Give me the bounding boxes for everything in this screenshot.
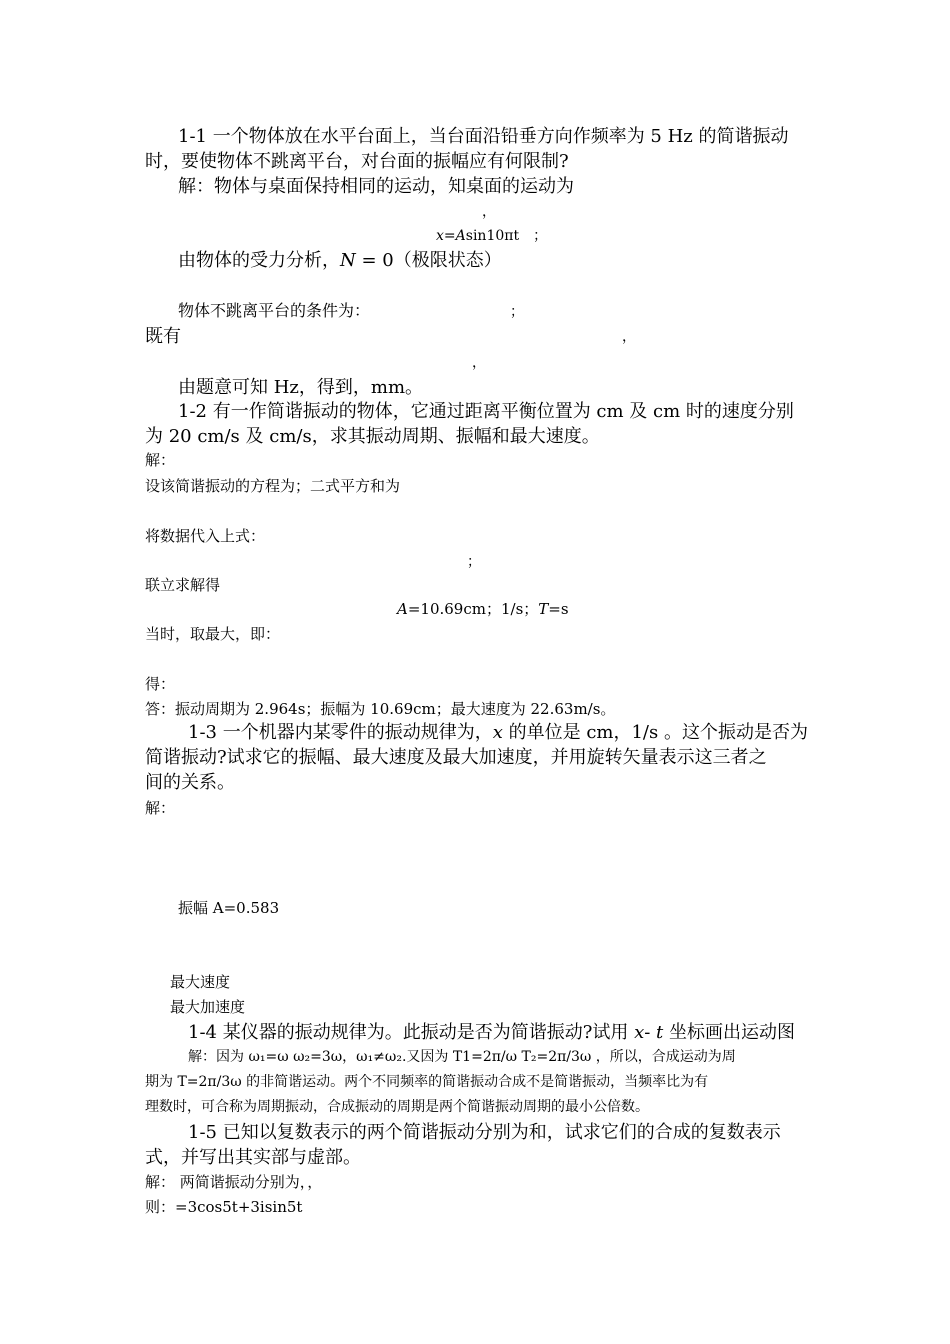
p1-2-result xyxy=(397,602,569,617)
p1-1-comma: ， xyxy=(482,204,496,220)
p1-1-condition: 物体不跳离平台的条件为： xyxy=(178,301,371,320)
equals-sign: = xyxy=(443,228,456,244)
var-x: x xyxy=(634,1022,645,1043)
p1-3-max-velocity: 最大速度 xyxy=(170,973,231,991)
q-text-b: 坐标画出运动图 xyxy=(663,1022,796,1043)
p1-3-question-line1 xyxy=(188,724,808,742)
p1-2-solution-label: 解： xyxy=(145,451,176,469)
p1-1-motion-equation xyxy=(436,229,547,243)
force-text: 由物体的受力分析， xyxy=(178,250,340,271)
p1-2-substitute: 将数据代入上式： xyxy=(145,527,266,545)
p1-1-question-line1: 1-1 一个物体放在水平台面上，当台面沿铅垂方向作频率为 5 Hz 的简谐振动 xyxy=(178,126,789,147)
p1-1-comma-b: ， xyxy=(472,355,486,371)
var-A: A xyxy=(455,228,466,244)
p1-2-de: 得： xyxy=(145,675,176,693)
p1-1-jiyou: 既有 xyxy=(145,326,181,347)
var-N: N xyxy=(340,250,356,271)
q-text-a: 1-3 一个机器内某零件的振动规律为， xyxy=(188,722,493,743)
p1-1-jiyou-comma: ， xyxy=(622,329,636,345)
p1-3-question-line2: 简谐振动?试求它的振幅、最大速度及最大加速度，并用旋转矢量表示这三者之 xyxy=(145,747,767,768)
semicolon: ； xyxy=(533,228,548,244)
p1-5-then: 则：=3cos5t+3isin5t xyxy=(145,1198,303,1216)
result-period: =s xyxy=(548,600,569,618)
p1-1-question-line2: 时，要使物体不跳离平台，对台面的振幅应有何限制? xyxy=(145,151,569,172)
p1-4-solution-line1: 解：因为 ω₁=ω ω₂=3ω，ω₁≠ω₂.又因为 T1=2π/ω T₂=2π/3ω ，所以，合成运动为周 xyxy=(188,1049,736,1065)
p1-3-question-line3: 间的关系。 xyxy=(145,772,235,793)
var-A: A xyxy=(397,600,408,618)
q-dash: - xyxy=(644,1022,657,1043)
p1-2-question-line1: 1-2 有一作简谐振动的物体，它通过距离平衡位置为 cm 及 cm 时的速度分别 xyxy=(178,401,794,422)
p1-5-question-line2: 式，并写出其实部与虚部。 xyxy=(145,1147,361,1168)
p1-2-solve: 联立求解得 xyxy=(145,576,221,594)
var-T: T xyxy=(538,600,549,618)
result-values: =10.69cm；1/s； xyxy=(407,600,539,618)
p1-4-solution-line2: 期为 T=2π/3ω 的非简谐运动。两个不同频率的简谐振动合成不是简谐振动，当频率比为有 xyxy=(145,1074,709,1090)
sin-term: sin10πt xyxy=(465,228,520,244)
p1-3-solution-label: 解： xyxy=(145,799,176,817)
var-x: x xyxy=(492,722,503,743)
p1-2-when-max: 当时，取最大，即： xyxy=(145,625,281,643)
var-x: x xyxy=(436,228,444,244)
p1-1-solution-intro: 解：物体与桌面保持相同的运动，知桌面的运动为 xyxy=(178,176,574,197)
p1-2-semicolon: ； xyxy=(467,554,481,570)
q-text-a: 1-4 某仪器的振动规律为。此振动是否为简谐振动?试用 xyxy=(188,1022,635,1043)
p1-3-max-acceleration: 最大加速度 xyxy=(170,998,246,1016)
p1-2-question-line2: 为 20 cm/s 及 cm/s，求其振动周期、振幅和最大速度。 xyxy=(145,426,600,447)
p1-4-question xyxy=(188,1024,795,1042)
p1-1-force-analysis xyxy=(178,252,502,270)
p1-5-solution: 解： 两简谐振动分别为，， xyxy=(145,1173,323,1191)
p1-1-result: 由题意可知 Hz，得到，mm。 xyxy=(178,377,424,398)
p1-5-question-line1: 1-5 已知以复数表示的两个简谐振动分别为和，试求它们的合成的复数表示 xyxy=(188,1122,781,1143)
q-text-b: 的单位是 cm，1/s 。这个振动是否为 xyxy=(502,722,808,743)
p1-2-setup: 设该简谐振动的方程为；二式平方和为 xyxy=(145,477,401,495)
p1-2-answer: 答：振动周期为 2.964s；振幅为 10.69cm；最大速度为 22.63m/s。 xyxy=(145,700,616,718)
p1-3-amplitude: 振幅 A=0.583 xyxy=(178,899,280,917)
p1-1-condition-semicolon: ； xyxy=(510,304,524,320)
p1-4-solution-line3: 理数时，可合称为周期振动，合成振动的周期是两个简谐振动周期的最小公倍数。 xyxy=(145,1099,649,1115)
force-limit: = 0（极限状态） xyxy=(355,250,502,271)
var-t: t xyxy=(656,1022,664,1043)
